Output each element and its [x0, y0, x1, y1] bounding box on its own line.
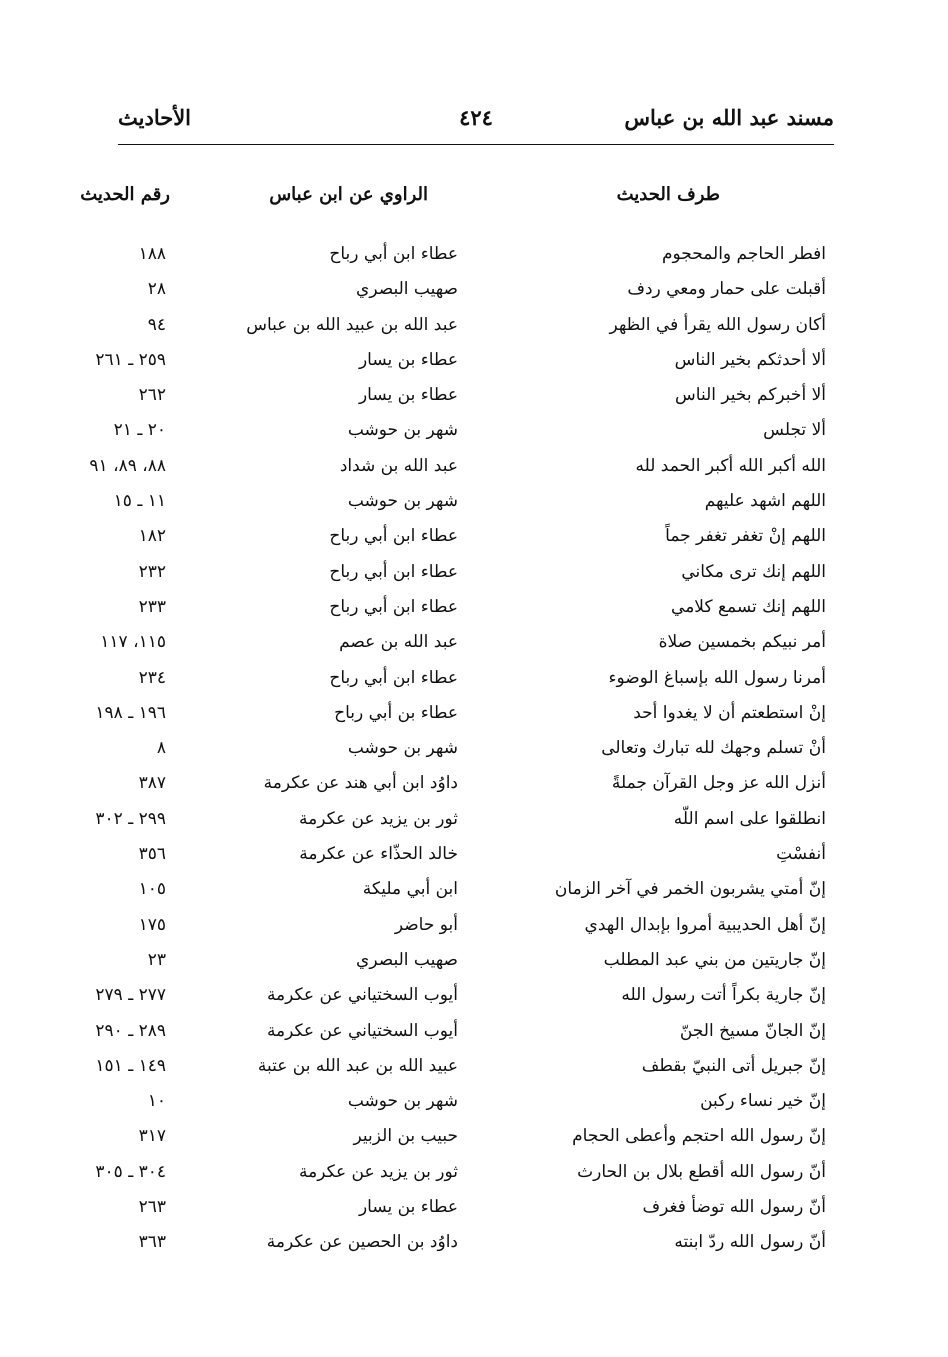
narrator-cell: أيوب السختياني عن عكرمة [266, 1020, 458, 1041]
column-header-hadith: طرف الحديث [616, 184, 720, 205]
narrator-cell: عطاء بن يسار [358, 385, 458, 406]
number-cell: ٢٩٩ ـ ٣٠٢ [95, 808, 166, 829]
narrator-cell: عبد الله بن شداد [339, 455, 458, 476]
number-cell: ١٠ [147, 1091, 166, 1112]
table-row [0, 308, 948, 343]
book-title: مسند عبد الله بن عباس [624, 105, 834, 130]
hadith-cell: إنّ أمتي يشربون الخمر في آخر الزمان [554, 879, 826, 900]
number-cell: ٢٨٩ ـ ٢٩٠ [95, 1020, 166, 1041]
index-table [0, 237, 948, 1261]
column-header-number: رقم الحديث [80, 184, 170, 205]
hadith-cell: إنّ جارية بكراً أتت رسول الله [621, 985, 826, 1006]
table-row [0, 872, 948, 907]
number-cell: ٨٨، ٨٩، ٩١ [89, 455, 166, 476]
hadith-cell: افطر الحاجم والمحجوم [661, 244, 826, 264]
table-row [0, 1155, 948, 1190]
narrator-cell: عطاء بن أبي رباح [334, 702, 458, 723]
narrator-cell: عبد الله بن عبيد الله بن عباس [246, 314, 458, 335]
hadith-cell: أنّ رسول الله أقطع بلال بن الحارث [577, 1161, 826, 1182]
table-row [0, 1014, 948, 1049]
table-row [0, 449, 948, 484]
table-row [0, 766, 948, 801]
header-divider [118, 144, 834, 145]
narrator-cell: صهيب البصري [356, 279, 458, 300]
number-cell: ١٨٢ [138, 526, 166, 547]
number-cell: ١٠٥ [138, 879, 166, 900]
number-cell: ٢٣٤ [138, 667, 166, 688]
table-row [0, 378, 948, 413]
number-cell: ٢٠ ـ ٢١ [113, 420, 166, 441]
number-cell: ٣٥٦ [138, 844, 166, 865]
narrator-cell: أبو حاضر [394, 914, 458, 935]
section-title: الأحاديث [118, 105, 192, 130]
narrator-cell: عطاء ابن أبي رباح [329, 667, 458, 688]
hadith-cell: إنّ جاريتين من بني عبد المطلب [603, 949, 826, 970]
narrator-cell: عطاء ابن أبي رباح [329, 561, 458, 582]
number-cell: ١١ ـ ١٥ [113, 491, 166, 512]
hadith-cell: أكان رسول الله يقرأ في الظهر [609, 314, 826, 335]
narrator-cell: عبد الله بن عصم [339, 632, 458, 653]
table-row [0, 978, 948, 1013]
hadith-cell: اللهم إنك ترى مكاني [681, 561, 826, 582]
narrator-cell: حبيب بن الزبير [353, 1126, 458, 1147]
table-row [0, 696, 948, 731]
number-cell: ٣٠٤ ـ ٣٠٥ [95, 1161, 166, 1182]
table-row [0, 1084, 948, 1119]
number-cell: ١٧٥ [138, 914, 166, 935]
hadith-cell: إنّ رسول الله احتجم وأعطى الحجام [572, 1126, 826, 1147]
table-row [0, 272, 948, 307]
narrator-cell: شهر بن حوشب [347, 1091, 458, 1112]
number-cell: ١٤٩ ـ ١٥١ [95, 1055, 166, 1076]
hadith-cell: إنّ جبريل أتى النبيّ بقطف [641, 1055, 826, 1076]
number-cell: ٣٦٣ [138, 1232, 166, 1253]
narrator-cell: ابن أبي مليكة [362, 879, 458, 900]
hadith-cell: أقبلت على حمار ومعي ردف [627, 279, 826, 300]
table-row [0, 943, 948, 978]
hadith-cell: أنّ رسول الله ردّ ابنته [674, 1232, 826, 1253]
hadith-cell: ألا أخبركم بخير الناس [675, 385, 826, 406]
table-row [0, 1225, 948, 1260]
page-number: ٤٢٤ [459, 105, 493, 130]
table-row [0, 837, 948, 872]
hadith-cell: أنّ رسول الله توضأ فغرف [642, 1197, 826, 1218]
table-row [0, 519, 948, 554]
hadith-cell: أنفسْتِ [776, 844, 826, 865]
number-cell: ١٩٦ ـ ١٩٨ [95, 702, 166, 723]
narrator-cell: أيوب السختياني عن عكرمة [266, 985, 458, 1006]
hadith-cell: ألا تجلس [763, 420, 826, 441]
table-row [0, 1049, 948, 1084]
hadith-cell: إنّ خير نساء ركبن [700, 1091, 826, 1112]
narrator-cell: عبيد الله بن عبد الله بن عتبة [257, 1055, 458, 1076]
narrator-cell: عطاء ابن أبي رباح [329, 596, 458, 617]
table-row [0, 661, 948, 696]
hadith-cell: الله أكبر الله أكبر الحمد لله [635, 455, 826, 476]
number-cell: ١١٥، ١١٧ [100, 632, 166, 653]
number-cell: ٢٣٣ [138, 596, 166, 617]
table-row [0, 1119, 948, 1154]
hadith-cell: اللهم اشهد عليهم [704, 491, 826, 512]
number-cell: ٢٣ [147, 949, 166, 970]
narrator-cell: عطاء ابن أبي رباح [329, 526, 458, 547]
number-cell: ٢٦٢ [138, 385, 166, 406]
narrator-cell: داوُد بن الحصين عن عكرمة [266, 1232, 458, 1253]
hadith-cell: إنّ الجانّ مسيخ الجنّ [679, 1020, 826, 1041]
narrator-cell: خالد الحذّاء عن عكرمة [299, 844, 458, 865]
number-cell: ٣١٧ [138, 1126, 166, 1147]
narrator-cell: عطاء ابن أبي رباح [329, 244, 458, 264]
table-row [0, 802, 948, 837]
number-cell: ٢٦٣ [138, 1197, 166, 1218]
number-cell: ٢٣٢ [138, 561, 166, 582]
number-cell: ٢٨ [147, 279, 166, 300]
narrator-cell: داوُد ابن أبي هند عن عكرمة [263, 773, 458, 794]
table-row [0, 1190, 948, 1225]
narrator-cell: شهر بن حوشب [347, 491, 458, 512]
table-row [0, 625, 948, 660]
hadith-cell: إنّ أهل الحديبية أمروا بإبدال الهدي [584, 914, 826, 935]
narrator-cell: عطاء بن يسار [358, 349, 458, 370]
hadith-cell: أمر نبيكم بخمسين صلاة [658, 632, 826, 653]
hadith-cell: ألا أحدثكم بخير الناس [674, 349, 826, 370]
table-row [0, 237, 948, 272]
number-cell: ٢٥٩ ـ ٢٦١ [95, 349, 166, 370]
table-row [0, 555, 948, 590]
hadith-cell: انطلقوا على اسم اللّه [673, 808, 826, 829]
hadith-cell: أنْ تسلم وجهك لله تبارك وتعالى [601, 738, 826, 759]
narrator-cell: صهيب البصري [356, 949, 458, 970]
table-row [0, 590, 948, 625]
number-cell: ٢٧٧ ـ ٢٧٩ [95, 985, 166, 1006]
number-cell: ١٨٨ [138, 244, 166, 264]
column-header-narrator: الراوي عن ابن عباس [269, 184, 428, 205]
table-row [0, 484, 948, 519]
narrator-cell: شهر بن حوشب [347, 738, 458, 759]
number-cell: ٨ [156, 738, 166, 759]
hadith-cell: أنزل الله عز وجل القرآن جملةً [611, 773, 826, 794]
number-cell: ٩٤ [147, 314, 166, 335]
table-row [0, 908, 948, 943]
table-row [0, 731, 948, 766]
running-header [118, 100, 834, 140]
number-cell: ٣٨٧ [138, 773, 166, 794]
hadith-cell: اللهم إنْ تغفر تغفر جماً [665, 526, 826, 547]
hadith-cell: اللهم إنك تسمع كلامي [671, 596, 826, 617]
narrator-cell: عطاء بن يسار [358, 1197, 458, 1218]
narrator-cell: ثور بن يزيد عن عكرمة [299, 808, 458, 829]
hadith-cell: أمرنا رسول الله بإسباغ الوضوء [608, 667, 826, 688]
narrator-cell: شهر بن حوشب [347, 420, 458, 441]
narrator-cell: ثور بن يزيد عن عكرمة [299, 1161, 458, 1182]
hadith-cell: إنْ استطعتم أن لا يغدوا أحد [633, 702, 826, 723]
table-row [0, 343, 948, 378]
table-row [0, 413, 948, 448]
